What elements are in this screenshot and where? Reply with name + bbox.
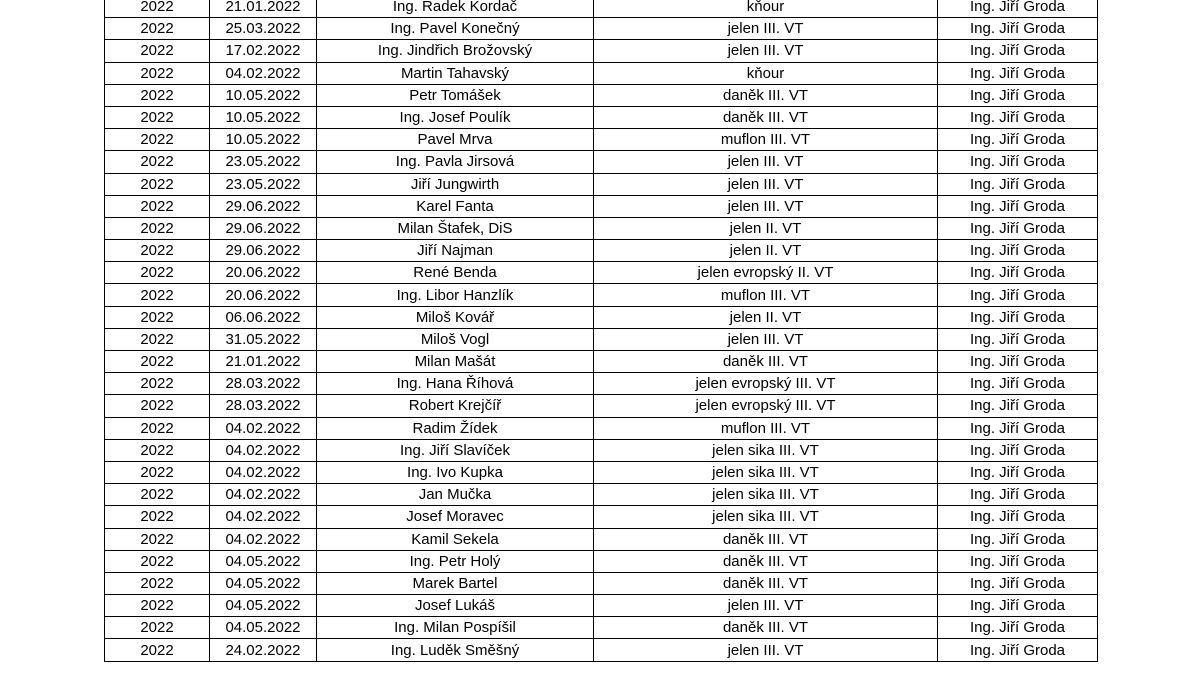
cell-date: 29.06.2022 bbox=[210, 195, 317, 217]
cell-name: Kamil Sekela bbox=[317, 528, 594, 550]
cell-year: 2022 bbox=[105, 328, 210, 350]
cell-game: muflon III. VT bbox=[594, 129, 938, 151]
cell-year: 2022 bbox=[105, 62, 210, 84]
cell-game: jelen evropský III. VT bbox=[594, 395, 938, 417]
cell-judge: Ing. Jiří Groda bbox=[938, 240, 1098, 262]
cell-judge: Ing. Jiří Groda bbox=[938, 461, 1098, 483]
cell-name: Ing. Pavla Jirsová bbox=[317, 151, 594, 173]
cell-judge: Ing. Jiří Groda bbox=[938, 84, 1098, 106]
table-row bbox=[105, 151, 1098, 173]
cell-name: Josef Moravec bbox=[317, 506, 594, 528]
cell-name: Jiří Najman bbox=[317, 240, 594, 262]
cell-name: Jiří Jungwirth bbox=[317, 173, 594, 195]
cell-date: 04.02.2022 bbox=[210, 439, 317, 461]
cell-judge: Ing. Jiří Groda bbox=[938, 328, 1098, 350]
cell-year: 2022 bbox=[105, 506, 210, 528]
cell-judge: Ing. Jiří Groda bbox=[938, 528, 1098, 550]
cell-judge: Ing. Jiří Groda bbox=[938, 151, 1098, 173]
cell-game: jelen sika III. VT bbox=[594, 461, 938, 483]
cell-year: 2022 bbox=[105, 550, 210, 572]
cell-year: 2022 bbox=[105, 217, 210, 239]
cell-date: 28.03.2022 bbox=[210, 395, 317, 417]
cell-game: jelen sika III. VT bbox=[594, 484, 938, 506]
cell-year: 2022 bbox=[105, 617, 210, 639]
cell-date: 23.05.2022 bbox=[210, 151, 317, 173]
cell-date: 31.05.2022 bbox=[210, 328, 317, 350]
cell-year: 2022 bbox=[105, 262, 210, 284]
cell-date: 17.02.2022 bbox=[210, 40, 317, 62]
cell-judge: Ing. Jiří Groda bbox=[938, 262, 1098, 284]
table-body bbox=[105, 0, 1098, 661]
cell-judge: Ing. Jiří Groda bbox=[938, 306, 1098, 328]
cell-name: Radim Žídek bbox=[317, 417, 594, 439]
cell-date: 24.02.2022 bbox=[210, 639, 317, 661]
cell-date: 20.06.2022 bbox=[210, 284, 317, 306]
cell-year: 2022 bbox=[105, 395, 210, 417]
cell-game: jelen evropský III. VT bbox=[594, 373, 938, 395]
table-row bbox=[105, 0, 1098, 18]
cell-year: 2022 bbox=[105, 240, 210, 262]
cell-game: daněk III. VT bbox=[594, 528, 938, 550]
cell-date: 04.02.2022 bbox=[210, 506, 317, 528]
cell-judge: Ing. Jiří Groda bbox=[938, 351, 1098, 373]
cell-year: 2022 bbox=[105, 306, 210, 328]
cell-name: Karel Fanta bbox=[317, 195, 594, 217]
cell-game: kňour bbox=[594, 62, 938, 84]
cell-judge: Ing. Jiří Groda bbox=[938, 195, 1098, 217]
cell-date: 21.01.2022 bbox=[210, 0, 317, 18]
table-row bbox=[105, 395, 1098, 417]
table-row bbox=[105, 417, 1098, 439]
cell-game: jelen III. VT bbox=[594, 195, 938, 217]
cell-judge: Ing. Jiří Groda bbox=[938, 284, 1098, 306]
document-page bbox=[104, 0, 1097, 662]
cell-name: Ing. Radek Kordač bbox=[317, 0, 594, 18]
cell-judge: Ing. Jiří Groda bbox=[938, 595, 1098, 617]
cell-year: 2022 bbox=[105, 18, 210, 40]
cell-name: Robert Krejčíř bbox=[317, 395, 594, 417]
cell-date: 04.02.2022 bbox=[210, 484, 317, 506]
cell-year: 2022 bbox=[105, 417, 210, 439]
table-row bbox=[105, 40, 1098, 62]
cell-judge: Ing. Jiří Groda bbox=[938, 217, 1098, 239]
cell-date: 25.03.2022 bbox=[210, 18, 317, 40]
cell-name: Milan Štafek, DiS bbox=[317, 217, 594, 239]
cell-game: daněk III. VT bbox=[594, 550, 938, 572]
cell-year: 2022 bbox=[105, 373, 210, 395]
table-row bbox=[105, 62, 1098, 84]
cell-game: jelen III. VT bbox=[594, 639, 938, 661]
cell-game: jelen III. VT bbox=[594, 151, 938, 173]
cell-judge: Ing. Jiří Groda bbox=[938, 439, 1098, 461]
table-row bbox=[105, 18, 1098, 40]
cell-name: Ing. Ivo Kupka bbox=[317, 461, 594, 483]
cell-judge: Ing. Jiří Groda bbox=[938, 129, 1098, 151]
cell-game: jelen III. VT bbox=[594, 595, 938, 617]
cell-game: jelen II. VT bbox=[594, 306, 938, 328]
cell-date: 28.03.2022 bbox=[210, 373, 317, 395]
table-row bbox=[105, 439, 1098, 461]
cell-date: 04.05.2022 bbox=[210, 595, 317, 617]
cell-date: 10.05.2022 bbox=[210, 106, 317, 128]
cell-game: daněk III. VT bbox=[594, 572, 938, 594]
cell-date: 06.06.2022 bbox=[210, 306, 317, 328]
cell-date: 23.05.2022 bbox=[210, 173, 317, 195]
trophy-table bbox=[104, 0, 1098, 662]
cell-name: Ing. Jiří Slavíček bbox=[317, 439, 594, 461]
cell-judge: Ing. Jiří Groda bbox=[938, 395, 1098, 417]
cell-name: Ing. Pavel Konečný bbox=[317, 18, 594, 40]
cell-date: 10.05.2022 bbox=[210, 84, 317, 106]
cell-judge: Ing. Jiří Groda bbox=[938, 639, 1098, 661]
cell-name: Ing. Jindřich Brožovský bbox=[317, 40, 594, 62]
cell-judge: Ing. Jiří Groda bbox=[938, 0, 1098, 18]
cell-name: Ing. Petr Holý bbox=[317, 550, 594, 572]
table-row bbox=[105, 195, 1098, 217]
cell-game: jelen evropský II. VT bbox=[594, 262, 938, 284]
table-row bbox=[105, 84, 1098, 106]
cell-name: Ing. Josef Poulík bbox=[317, 106, 594, 128]
cell-year: 2022 bbox=[105, 129, 210, 151]
cell-name: Ing. Hana Říhová bbox=[317, 373, 594, 395]
table-row bbox=[105, 351, 1098, 373]
cell-year: 2022 bbox=[105, 461, 210, 483]
table-row bbox=[105, 484, 1098, 506]
cell-name: Ing. Libor Hanzlík bbox=[317, 284, 594, 306]
cell-name: Petr Tomášek bbox=[317, 84, 594, 106]
cell-game: jelen II. VT bbox=[594, 217, 938, 239]
cell-year: 2022 bbox=[105, 0, 210, 18]
table-row bbox=[105, 129, 1098, 151]
cell-date: 04.02.2022 bbox=[210, 461, 317, 483]
cell-game: jelen sika III. VT bbox=[594, 439, 938, 461]
cell-name: René Benda bbox=[317, 262, 594, 284]
cell-year: 2022 bbox=[105, 195, 210, 217]
cell-game: daněk III. VT bbox=[594, 351, 938, 373]
cell-game: jelen III. VT bbox=[594, 40, 938, 62]
cell-year: 2022 bbox=[105, 106, 210, 128]
table-row bbox=[105, 284, 1098, 306]
table-row bbox=[105, 328, 1098, 350]
cell-judge: Ing. Jiří Groda bbox=[938, 484, 1098, 506]
cell-date: 04.02.2022 bbox=[210, 528, 317, 550]
table-row bbox=[105, 550, 1098, 572]
cell-year: 2022 bbox=[105, 528, 210, 550]
cell-year: 2022 bbox=[105, 572, 210, 594]
cell-date: 04.05.2022 bbox=[210, 572, 317, 594]
table-row bbox=[105, 106, 1098, 128]
cell-date: 10.05.2022 bbox=[210, 129, 317, 151]
table-row bbox=[105, 306, 1098, 328]
cell-name: Miloš Vogl bbox=[317, 328, 594, 350]
table-row bbox=[105, 262, 1098, 284]
cell-judge: Ing. Jiří Groda bbox=[938, 62, 1098, 84]
cell-game: daněk III. VT bbox=[594, 84, 938, 106]
cell-date: 04.02.2022 bbox=[210, 417, 317, 439]
cell-judge: Ing. Jiří Groda bbox=[938, 550, 1098, 572]
cell-year: 2022 bbox=[105, 484, 210, 506]
table-row bbox=[105, 173, 1098, 195]
cell-game: jelen III. VT bbox=[594, 173, 938, 195]
cell-name: Miloš Kovář bbox=[317, 306, 594, 328]
cell-game: muflon III. VT bbox=[594, 417, 938, 439]
cell-name: Ing. Milan Pospíšil bbox=[317, 617, 594, 639]
cell-year: 2022 bbox=[105, 639, 210, 661]
cell-year: 2022 bbox=[105, 595, 210, 617]
cell-judge: Ing. Jiří Groda bbox=[938, 106, 1098, 128]
cell-game: daněk III. VT bbox=[594, 617, 938, 639]
cell-name: Jan Mučka bbox=[317, 484, 594, 506]
cell-game: kňour bbox=[594, 0, 938, 18]
table-row bbox=[105, 240, 1098, 262]
table-row bbox=[105, 217, 1098, 239]
cell-judge: Ing. Jiří Groda bbox=[938, 373, 1098, 395]
cell-name: Marek Bartel bbox=[317, 572, 594, 594]
cell-date: 04.05.2022 bbox=[210, 617, 317, 639]
cell-judge: Ing. Jiří Groda bbox=[938, 417, 1098, 439]
table-row bbox=[105, 461, 1098, 483]
cell-name: Martin Tahavský bbox=[317, 62, 594, 84]
cell-game: daněk III. VT bbox=[594, 106, 938, 128]
table-row bbox=[105, 617, 1098, 639]
cell-year: 2022 bbox=[105, 151, 210, 173]
cell-game: muflon III. VT bbox=[594, 284, 938, 306]
cell-year: 2022 bbox=[105, 84, 210, 106]
cell-year: 2022 bbox=[105, 40, 210, 62]
cell-judge: Ing. Jiří Groda bbox=[938, 506, 1098, 528]
table-row bbox=[105, 572, 1098, 594]
table-row bbox=[105, 506, 1098, 528]
cell-year: 2022 bbox=[105, 351, 210, 373]
table-row bbox=[105, 528, 1098, 550]
cell-judge: Ing. Jiří Groda bbox=[938, 173, 1098, 195]
cell-year: 2022 bbox=[105, 173, 210, 195]
cell-date: 04.05.2022 bbox=[210, 550, 317, 572]
cell-year: 2022 bbox=[105, 284, 210, 306]
cell-date: 21.01.2022 bbox=[210, 351, 317, 373]
cell-name: Ing. Luděk Směšný bbox=[317, 639, 594, 661]
cell-date: 20.06.2022 bbox=[210, 262, 317, 284]
cell-year: 2022 bbox=[105, 439, 210, 461]
cell-name: Pavel Mrva bbox=[317, 129, 594, 151]
cell-judge: Ing. Jiří Groda bbox=[938, 572, 1098, 594]
cell-game: jelen III. VT bbox=[594, 328, 938, 350]
cell-game: jelen III. VT bbox=[594, 18, 938, 40]
cell-date: 29.06.2022 bbox=[210, 217, 317, 239]
cell-judge: Ing. Jiří Groda bbox=[938, 18, 1098, 40]
table-row bbox=[105, 639, 1098, 661]
cell-judge: Ing. Jiří Groda bbox=[938, 617, 1098, 639]
cell-name: Josef Lukáš bbox=[317, 595, 594, 617]
table-row bbox=[105, 595, 1098, 617]
cell-game: jelen II. VT bbox=[594, 240, 938, 262]
cell-judge: Ing. Jiří Groda bbox=[938, 40, 1098, 62]
cell-date: 29.06.2022 bbox=[210, 240, 317, 262]
cell-name: Milan Mašát bbox=[317, 351, 594, 373]
cell-date: 04.02.2022 bbox=[210, 62, 317, 84]
cell-game: jelen sika III. VT bbox=[594, 506, 938, 528]
table-row bbox=[105, 373, 1098, 395]
